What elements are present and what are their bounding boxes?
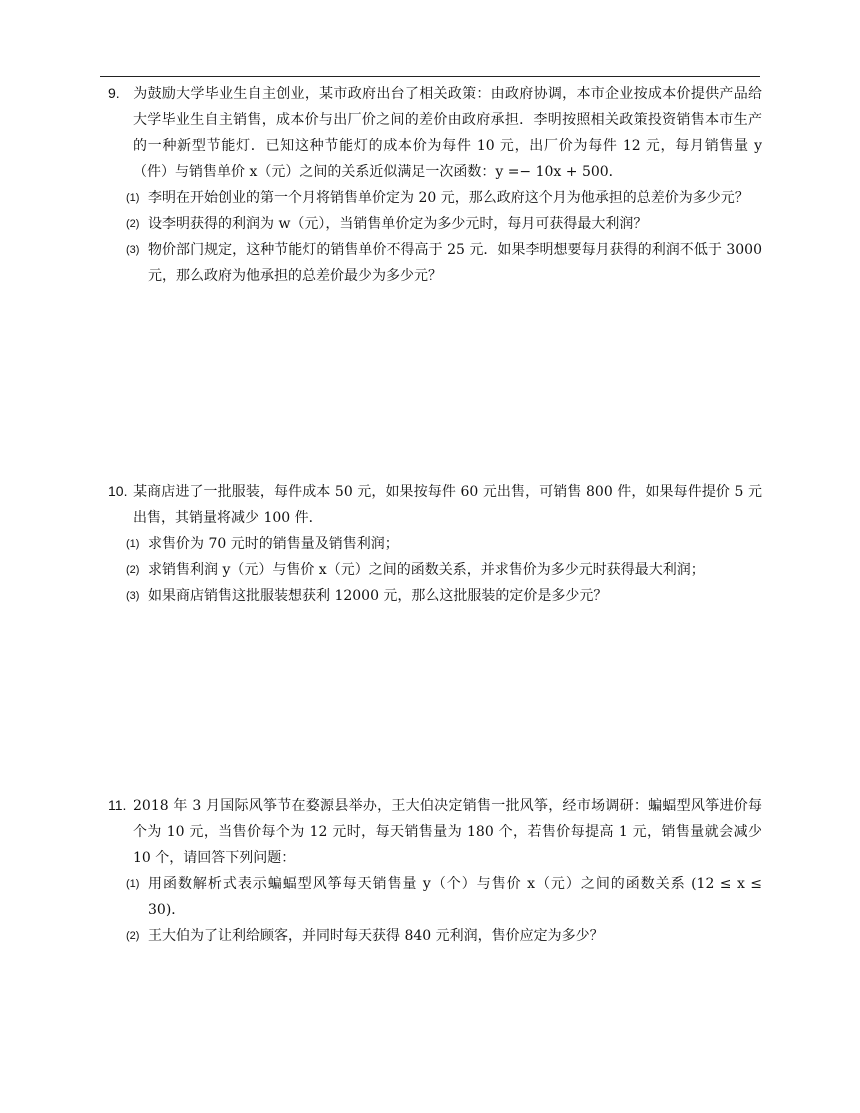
sub-question-number: (1) (126, 192, 140, 204)
problem-stem (108, 478, 762, 531)
sub-question (108, 185, 762, 211)
sub-question (108, 583, 762, 609)
sub-question-text: 王大伯为了让利给顾客，并同时每天获得 840 元利润，售价应定为多少？ (148, 928, 604, 944)
sub-question-number: (2) (126, 218, 140, 230)
problem-9 (108, 80, 762, 289)
problem-text: 某商店进了一批服装，每件成本 50 元，如果按每件 60 元出售，可销售 800 件，如果每件提价 5 元出售，其销量将减少 100 件． (133, 484, 762, 526)
sub-question-text: 物价部门规定，这种节能灯的销售单价不得高于 25 元．如果李明想要每月获得的利润不低于 3000 元，那么政府为他承担的总差价最少为多少元？ (148, 242, 762, 284)
sub-question-text: 求销售利润 y（元）与售价 x（元）之间的函数关系，并求售价为多少元时获得最大利润； (148, 562, 705, 578)
sub-question-number: (3) (126, 244, 140, 256)
problem-text: 2018 年 3 月国际风筝节在婺源县举办，王大伯决定销售一批风筝，经市场调研：蝙蝠型风筝进价每个为 10 元，当售价每个为 12 元时，每天销售量为 180 个，若售价每提高 1 元，销售量就会减少 10 个，请回答下列问题： (133, 798, 762, 866)
sub-question (108, 557, 762, 583)
sub-question-text: 李明在开始创业的第一个月将销售单价定为 20 元，那么政府这个月为他承担的总差价为多少元？ (148, 190, 749, 206)
sub-question-text: 如果商店销售这批服装想获利 12000 元，那么这批服装的定价是多少元？ (148, 588, 608, 604)
problem-number: 9. (108, 85, 120, 101)
header-rule (100, 76, 760, 77)
sub-question (108, 237, 762, 289)
sub-question (108, 211, 762, 237)
problem-11 (108, 792, 762, 949)
problem-text: 为鼓励大学毕业生自主创业，某市政府出台了相关政策：由政府协调，本市企业按成本价提供产品给大学毕业生自主销售，成本价与出厂价之间的差价由政府承担．李明按照相关政策投资销售本市生产的一种新型节能灯．已知这种节能灯的成本价为每件 10 元，出厂价为每件 12 元，每月销售量 y（件）与销售单价 x（元）之间的关系近似满足一次函数：y =− 10x + 500． (133, 86, 762, 180)
sub-question (108, 871, 762, 923)
problem-number: 10. (108, 483, 128, 499)
sub-question (108, 923, 762, 949)
sub-question (108, 531, 762, 557)
problem-stem (108, 792, 762, 871)
sub-question-number: (1) (126, 538, 140, 550)
sub-question-text: 用函数解析式表示蝙蝠型风筝每天销售量 y（个）与售价 x（元）之间的函数关系 (12 ≤ x ≤ 30)． (148, 876, 762, 918)
sub-question-text: 求售价为 70 元时的销售量及销售利润； (148, 536, 399, 552)
sub-question-number: (2) (126, 564, 140, 576)
sub-question-number: (2) (126, 930, 140, 942)
sub-question-number: (1) (126, 878, 140, 890)
sub-question-text: 设李明获得的利润为 w（元），当销售单价定为多少元时，每月可获得最大利润？ (148, 216, 648, 232)
problem-number: 11. (108, 797, 127, 813)
problem-10 (108, 478, 762, 609)
problem-stem (108, 80, 762, 185)
sub-question-number: (3) (126, 590, 140, 602)
